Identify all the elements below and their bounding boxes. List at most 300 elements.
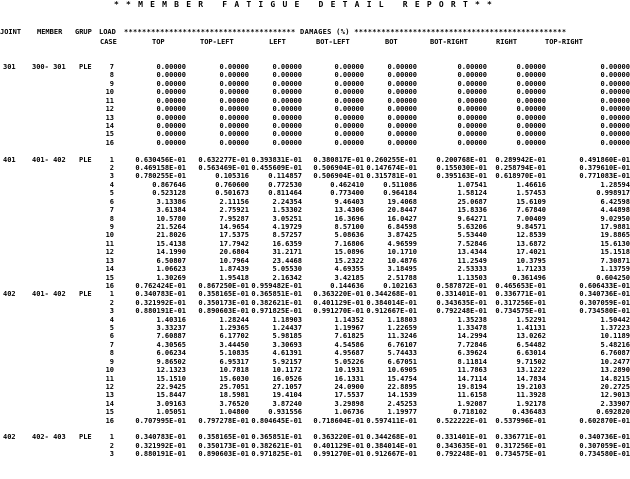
damage-value-cell: 0.00000 (334, 96, 364, 105)
damage-value-cell: 0.00000 (457, 63, 487, 71)
damage-value-cell: 0.00000 (457, 130, 487, 139)
damage-value-cell: 4.95687 (334, 349, 364, 358)
load-case-cell: 15 (105, 130, 114, 139)
damage-value-cell: 0.340783E-01 (135, 290, 186, 299)
damage-value-cell: 0.382621E-01 (251, 441, 302, 450)
damage-value-cell: 0.00000 (600, 79, 630, 88)
damage-value-cell: 0.395163E-01 (436, 172, 487, 181)
table-row (0, 139, 630, 147)
damage-value-cell: 0.00000 (219, 88, 249, 97)
damage-value-cell: 0.00000 (334, 63, 364, 71)
header-left: LEFT (269, 38, 286, 46)
damage-value-cell: 0.384014E-01 (366, 441, 417, 450)
damage-value-cell: 3.61384 (156, 206, 186, 215)
damage-value-cell: 0.959482E-01 (251, 281, 302, 290)
damage-value-cell: 2.51788 (387, 273, 417, 282)
damage-value-cell: 14.9654 (219, 222, 249, 231)
damage-value-cell: 0.260255E-01 (366, 155, 417, 164)
damage-value-cell: 8.11814 (457, 357, 487, 366)
header-grup: GRUP (75, 28, 92, 36)
damage-value-cell: 0.602870E-01 (579, 416, 630, 425)
table-row (0, 290, 630, 298)
damage-value-cell: 0.00000 (516, 71, 546, 80)
damage-value-cell: 0.00000 (156, 138, 186, 147)
damage-value-cell: 3.87240 (272, 399, 302, 408)
damage-value-cell: 0.734580E-01 (579, 450, 630, 459)
damage-value-cell: 1.33478 (457, 324, 487, 333)
table-row (0, 88, 630, 96)
damage-value-cell: 0.00000 (156, 105, 186, 114)
damage-value-cell: 6.95317 (219, 357, 249, 366)
damage-value-cell: 0.343635E-01 (436, 441, 487, 450)
damage-value-cell: 0.336771E-01 (495, 433, 546, 442)
table-row (0, 122, 630, 130)
damage-value-cell: 0.00000 (334, 88, 364, 97)
grup-cell: PLE (79, 155, 92, 164)
damage-value-cell: 0.00000 (156, 121, 186, 130)
damage-value-cell: 1.18903 (272, 315, 302, 324)
damage-value-cell: 7.67840 (516, 206, 546, 215)
damage-value-cell: 11.2549 (457, 256, 487, 265)
damage-value-cell: 9.64271 (457, 214, 487, 223)
damage-value-cell: 1.04800 (219, 408, 249, 417)
damage-value-cell: 10.1931 (334, 366, 364, 375)
damage-value-cell: 1.06623 (156, 265, 186, 274)
damage-value-cell: 1.19977 (387, 408, 417, 417)
damage-value-cell: 0.707995E-01 (135, 416, 186, 425)
damage-value-cell: 3.09163 (156, 399, 186, 408)
damage-value-cell: 0.114857 (268, 172, 302, 181)
damage-value-cell: 10.7818 (219, 366, 249, 375)
damage-value-cell: 15.8447 (156, 391, 186, 400)
damage-value-cell: 6.76107 (387, 340, 417, 349)
damage-value-cell: 0.00000 (516, 121, 546, 130)
damage-value-cell: 10.6905 (387, 366, 417, 375)
damage-value-cell: 0.00000 (156, 79, 186, 88)
damage-value-cell: 12.9013 (600, 391, 630, 400)
damage-value-cell: 0.792248E-01 (436, 450, 487, 459)
damage-value-cell: 0.340783E-01 (135, 433, 186, 442)
damage-value-cell: 0.501673 (215, 189, 249, 198)
damage-value-cell: 0.147674E-01 (366, 164, 417, 173)
damage-value-cell: 3.29898 (334, 399, 364, 408)
damage-value-cell: 20.8447 (387, 206, 417, 215)
damage-value-cell: 22.9425 (156, 382, 186, 391)
damage-value-cell: 0.890603E-01 (198, 450, 249, 459)
damage-value-cell: 1.37223 (600, 324, 630, 333)
damage-value-cell: 0.772530 (268, 180, 302, 189)
damage-value-cell: 0.00000 (516, 113, 546, 122)
damage-value-cell: 0.00000 (387, 138, 417, 147)
damage-value-cell: 0.506904E-01 (313, 172, 364, 181)
load-case-cell: 3 (109, 307, 114, 316)
table-row (0, 316, 630, 324)
damage-value-cell: 7.60887 (156, 332, 186, 341)
damage-value-cell: 10.7964 (219, 256, 249, 265)
damage-value-cell: 0.00000 (272, 121, 302, 130)
damage-value-cell: 0.00000 (272, 63, 302, 71)
damage-value-cell: 0.00000 (387, 121, 417, 130)
header-top: TOP (152, 38, 165, 46)
damage-value-cell: 0.00000 (219, 121, 249, 130)
damage-value-cell: 13.1222 (516, 366, 546, 375)
load-case-cell: 9 (109, 222, 114, 231)
damage-value-cell: 1.87439 (219, 265, 249, 274)
damage-value-cell: 17.5537 (334, 391, 364, 400)
damage-value-cell: 2.53333 (457, 265, 487, 274)
damage-value-cell: 4.54586 (334, 340, 364, 349)
load-case-cell: 5 (109, 189, 114, 198)
damage-value-cell: 0.307059E-01 (579, 441, 630, 450)
damage-value-cell: 0.880191E-01 (135, 307, 186, 316)
damage-value-cell: 0.804645E-01 (251, 416, 302, 425)
header-bot-right: BOT-RIGHT (430, 38, 468, 46)
damage-value-cell: 6.42598 (600, 197, 630, 206)
damage-value-cell: 2.24354 (272, 197, 302, 206)
damage-value-cell: 13.6872 (516, 239, 546, 248)
damage-value-cell: 0.00000 (516, 79, 546, 88)
damage-value-cell: 5.48216 (600, 340, 630, 349)
load-case-cell: 6 (109, 197, 114, 206)
load-case-cell: 12 (105, 248, 114, 257)
damage-value-cell: 21.5264 (156, 222, 186, 231)
load-case-cell: 16 (105, 416, 114, 425)
damage-value-cell: 0.912667E-01 (366, 450, 417, 459)
damage-value-cell: 0.350173E-01 (198, 298, 249, 307)
table-row (0, 248, 630, 256)
load-case-cell: 7 (109, 206, 114, 215)
damage-value-cell: 3.44450 (219, 340, 249, 349)
damage-value-cell: 0.00000 (156, 88, 186, 97)
damage-value-cell: 0.630456E-01 (135, 155, 186, 164)
damage-value-cell: 19.2103 (516, 382, 546, 391)
damage-value-cell: 5.53440 (457, 231, 487, 240)
load-case-cell: 10 (105, 88, 114, 97)
damage-value-cell: 0.00000 (516, 130, 546, 139)
damage-value-cell: 0.867646 (152, 180, 186, 189)
load-case-cell: 6 (109, 332, 114, 341)
damage-value-cell: 15.0896 (334, 248, 364, 257)
table-row (0, 240, 630, 248)
damage-value-cell: 12.8539 (516, 231, 546, 240)
load-case-cell: 3 (109, 172, 114, 181)
damage-value-cell: 2.75921 (219, 206, 249, 215)
table-row (0, 80, 630, 88)
damage-value-cell: 0.321992E-01 (135, 441, 186, 450)
load-case-cell: 8 (109, 349, 114, 358)
table-row (0, 215, 630, 223)
damage-value-cell: 0.00000 (334, 130, 364, 139)
load-case-cell: 1 (109, 155, 114, 164)
member-cell: 402- 403 (32, 433, 66, 442)
load-case-cell: 11 (105, 96, 114, 105)
table-row (0, 71, 630, 79)
table-row (0, 172, 630, 180)
damage-value-cell: 17.7942 (219, 239, 249, 248)
damage-value-cell: 0.382621E-01 (251, 298, 302, 307)
damage-value-cell: 0.436483 (512, 408, 546, 417)
damage-value-cell: 0.00000 (219, 71, 249, 80)
damage-value-cell: 0.331401E-01 (436, 433, 487, 442)
damage-value-cell: 14.1539 (387, 391, 417, 400)
damage-value-cell: 5.63206 (457, 222, 487, 231)
damage-value-cell: 1.18803 (387, 315, 417, 324)
table-row (0, 282, 630, 290)
damage-value-cell: 0.258794E-01 (495, 164, 546, 173)
table-row (0, 156, 630, 164)
load-case-cell: 10 (105, 366, 114, 375)
table-row (0, 349, 630, 357)
damage-value-cell: 10.2477 (600, 357, 630, 366)
damage-value-cell: 0.00000 (516, 63, 546, 71)
damage-value-cell: 0.00000 (516, 138, 546, 147)
damage-value-cell: 1.40316 (156, 315, 186, 324)
member-cell: 401- 402 (32, 155, 66, 164)
damage-value-cell: 0.00000 (387, 63, 417, 71)
damage-value-cell: 1.46616 (516, 180, 546, 189)
damage-value-cell: 0.00000 (219, 138, 249, 147)
damage-value-cell: 0.00000 (600, 130, 630, 139)
damage-value-cell: 5.05530 (272, 265, 302, 274)
damage-value-cell: 9.02950 (600, 214, 630, 223)
damage-value-cell: 0.00000 (387, 130, 417, 139)
damage-value-cell: 0.00000 (457, 71, 487, 80)
damage-value-cell: 15.1518 (600, 248, 630, 257)
damage-value-cell: 0.506904E-01 (313, 164, 364, 173)
damage-value-cell: 0.734580E-01 (579, 307, 630, 316)
damage-value-cell: 4.30565 (156, 340, 186, 349)
damage-value-cell: 0.00000 (600, 63, 630, 71)
damage-value-cell: 8.57100 (334, 222, 364, 231)
damage-value-cell: 0.344268E-01 (366, 290, 417, 299)
table-row (0, 181, 630, 189)
damage-value-cell: 31.2171 (272, 248, 302, 257)
damage-value-cell: 22.8895 (387, 382, 417, 391)
table-row (0, 274, 630, 282)
damage-value-cell: 1.52291 (516, 315, 546, 324)
damage-value-cell: 0.144636 (330, 281, 364, 290)
damage-value-cell: 0.00000 (516, 96, 546, 105)
damage-value-cell: 1.71233 (516, 265, 546, 274)
load-case-cell: 11 (105, 239, 114, 248)
damage-value-cell: 0.00000 (272, 130, 302, 139)
damage-value-cell: 0.455609E-01 (251, 164, 302, 173)
damage-value-cell: 27.1057 (272, 382, 302, 391)
damage-value-cell: 0.780255E-01 (135, 172, 186, 181)
damage-value-cell: 0.358165E-01 (198, 290, 249, 299)
damage-value-cell: 14.7834 (516, 374, 546, 383)
table-row (0, 198, 630, 206)
damage-value-cell: 13.2890 (600, 366, 630, 375)
damage-value-cell: 2.16342 (272, 273, 302, 282)
damage-value-cell: 3.18495 (387, 265, 417, 274)
damage-value-cell: 0.00000 (272, 138, 302, 147)
damage-value-cell: 0.00000 (272, 88, 302, 97)
damage-value-cell: 0.00000 (600, 113, 630, 122)
damage-value-cell: 1.13503 (457, 273, 487, 282)
damage-value-cell: 0.00000 (272, 96, 302, 105)
damage-value-cell: 0.762424E-01 (135, 281, 186, 290)
damage-value-cell: 5.05226 (334, 357, 364, 366)
damage-value-cell: 0.511086 (383, 180, 417, 189)
damage-value-cell: 1.41131 (516, 324, 546, 333)
damage-value-cell: 11.3928 (516, 391, 546, 400)
damage-value-cell: 23.4468 (272, 256, 302, 265)
damage-value-cell: 11.7863 (457, 366, 487, 375)
damage-value-cell: 0.587872E-01 (436, 281, 487, 290)
damage-value-cell: 0.00000 (219, 96, 249, 105)
damage-value-cell: 0.606433E-01 (579, 281, 630, 290)
damage-value-cell: 8.57257 (272, 231, 302, 240)
damage-value-cell: 0.00000 (387, 88, 417, 97)
damage-value-cell: 0.363220E-01 (313, 433, 364, 442)
damage-value-cell: 10.1189 (600, 332, 630, 341)
damage-value-cell: 0.393831E-01 (251, 155, 302, 164)
grup-cell: PLE (79, 63, 92, 71)
damage-value-cell: 11.6158 (457, 391, 487, 400)
damage-value-cell: 3.05251 (272, 214, 302, 223)
damage-value-cell: 0.00000 (156, 71, 186, 80)
damage-value-cell: 0.00000 (600, 121, 630, 130)
load-case-cell: 5 (109, 324, 114, 333)
damage-value-cell: 0.632277E-01 (198, 155, 249, 164)
load-case-cell: 15 (105, 408, 114, 417)
table-row (0, 358, 630, 366)
damage-value-cell: 0.00000 (334, 121, 364, 130)
damage-value-cell: 0.523128 (152, 189, 186, 198)
damage-value-cell: 0.340736E-01 (579, 433, 630, 442)
load-case-cell: 16 (105, 281, 114, 290)
header-right: RIGHT (496, 38, 518, 46)
damage-value-cell: 0.384014E-01 (366, 298, 417, 307)
damage-value-cell: 0.350173E-01 (198, 441, 249, 450)
damage-value-cell: 17.9881 (600, 222, 630, 231)
damage-value-cell: 0.00000 (457, 113, 487, 122)
report-title: * * M E M B E R F A T I G U E D E T A I L R E P O R T * * (114, 0, 494, 9)
damage-value-cell: 0.105316 (215, 172, 249, 181)
table-row (0, 97, 630, 105)
damage-value-cell: 0.00000 (457, 138, 487, 147)
damage-value-cell: 1.22659 (387, 324, 417, 333)
damage-value-cell: 15.6130 (600, 239, 630, 248)
table-row (0, 433, 630, 441)
damage-value-cell: 19.8194 (457, 382, 487, 391)
damage-value-cell: 12.1323 (156, 366, 186, 375)
damage-value-cell: 20.6804 (219, 248, 249, 257)
damage-value-cell: 19.4068 (387, 197, 417, 206)
damage-value-cell: 0.00000 (334, 105, 364, 114)
table-row (0, 417, 630, 425)
damage-value-cell: 0.00000 (334, 113, 364, 122)
damage-value-cell: 0.811464 (268, 189, 302, 198)
damage-value-cell: 7.72846 (457, 340, 487, 349)
damage-value-cell: 15.8336 (457, 206, 487, 215)
header-load: LOAD (99, 28, 116, 36)
damage-value-cell: 1.92087 (457, 399, 487, 408)
table-row (0, 341, 630, 349)
table-row (0, 383, 630, 391)
damage-value-cell: 0.491860E-01 (579, 155, 630, 164)
damage-value-cell: 0.00000 (272, 79, 302, 88)
joint-cell: 402 (3, 433, 16, 442)
blank-row (0, 147, 630, 155)
load-case-cell: 16 (105, 138, 114, 147)
damage-value-cell: 0.00000 (219, 63, 249, 71)
header-top-right: TOP-RIGHT (545, 38, 583, 46)
damage-value-cell: 0.792248E-01 (436, 307, 487, 316)
damage-value-cell: 9.86502 (156, 357, 186, 366)
damage-value-cell: 0.00000 (219, 79, 249, 88)
damage-value-cell: 14.1990 (156, 248, 186, 257)
damage-value-cell: 0.462410 (330, 180, 364, 189)
table-row (0, 130, 630, 138)
load-case-cell: 1 (109, 290, 114, 299)
header-bot-left: BOT-LEFT (316, 38, 350, 46)
damage-value-cell: 13.4306 (334, 206, 364, 215)
load-case-cell: 10 (105, 231, 114, 240)
damage-value-cell: 20.2725 (600, 382, 630, 391)
damage-value-cell: 0.998917 (596, 189, 630, 198)
damage-value-cell: 0.465653E-01 (495, 281, 546, 290)
damage-value-cell: 14.2994 (457, 332, 487, 341)
damage-value-cell: 1.28244 (219, 315, 249, 324)
table-row (0, 408, 630, 416)
damage-value-cell: 11.3246 (387, 332, 417, 341)
load-case-cell: 13 (105, 391, 114, 400)
table-row (0, 189, 630, 197)
damage-value-cell: 10.4876 (387, 256, 417, 265)
header-case: CASE (100, 38, 117, 46)
load-case-cell: 11 (105, 374, 114, 383)
damage-value-cell: 13.4344 (457, 248, 487, 257)
damage-value-cell: 18.5981 (219, 391, 249, 400)
load-case-cell: 2 (109, 441, 114, 450)
damage-value-cell: 0.102163 (383, 281, 417, 290)
damage-value-cell: 7.30871 (600, 256, 630, 265)
damage-value-cell: 0.00000 (457, 96, 487, 105)
damage-value-cell: 0.00000 (156, 113, 186, 122)
damage-value-cell: 15.4138 (156, 239, 186, 248)
header-top-left: TOP-LEFT (200, 38, 234, 46)
damage-value-cell: 1.24437 (272, 324, 302, 333)
header-bot: BOT (385, 38, 398, 46)
damage-value-cell: 6.76087 (600, 349, 630, 358)
damage-value-cell: 0.00000 (272, 113, 302, 122)
damage-value-cell: 3.30693 (272, 340, 302, 349)
table-row (0, 324, 630, 332)
damage-value-cell: 6.63014 (516, 349, 546, 358)
damage-value-cell: 1.30269 (156, 273, 186, 282)
damage-value-cell: 2.11156 (219, 197, 249, 206)
table-row (0, 223, 630, 231)
damage-value-cell: 25.0687 (457, 197, 487, 206)
load-case-cell: 14 (105, 265, 114, 274)
damage-value-cell: 0.991270E-01 (313, 450, 364, 459)
damage-value-cell: 0.00000 (600, 138, 630, 147)
damage-value-cell: 6.39624 (457, 349, 487, 358)
damage-value-cell: 16.6359 (272, 239, 302, 248)
damage-value-cell: 0.867250E-01 (198, 281, 249, 290)
damage-value-cell: 6.67051 (387, 357, 417, 366)
damage-value-cell: 0.912667E-01 (366, 307, 417, 316)
damage-value-cell: 0.380817E-01 (313, 155, 364, 164)
damage-value-cell: 16.0526 (272, 374, 302, 383)
load-case-cell: 4 (109, 315, 114, 324)
damage-value-cell: 0.00000 (334, 138, 364, 147)
table-row (0, 450, 630, 458)
damage-value-cell: 0.991270E-01 (313, 307, 364, 316)
grup-cell: PLE (79, 290, 92, 299)
